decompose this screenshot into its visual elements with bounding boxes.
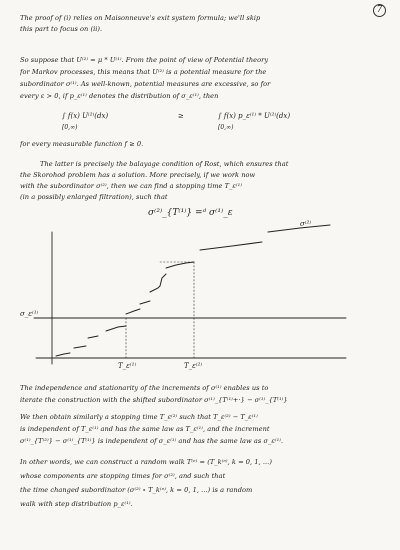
paragraph-2-line-4: every ε > 0, if p_ε⁽¹⁾ denotes the distribution of σ_ε⁽¹⁾, then — [20, 92, 219, 100]
y-axis-label: σ_ε⁽¹⁾ — [20, 310, 39, 318]
paragraph-4-line-1: The independence and stationarity of the increments of σ⁽¹⁾ enables us to — [20, 384, 269, 392]
paragraph-4-line-4: is independent of T_ε⁽¹⁾ and has the same law as T_ε⁽¹⁾, and the increment — [20, 425, 270, 433]
formula-domain-right: [0,∞) — [218, 124, 234, 131]
page-number: 7 — [373, 4, 386, 17]
formula-relation: ≥ — [178, 112, 184, 120]
x-axis-label-2: T_ε⁽²⁾ — [184, 362, 203, 370]
paragraph-2-line-2: for Markov processes, this means that U⁽²⁾ is a potential measure for the — [20, 68, 267, 76]
after-formula-line: for every measurable function f ≥ 0. — [20, 140, 144, 148]
paragraph-3-line-3: with the subordinator σ⁽²⁾, then we can find a stopping time T_ε⁽¹⁾ — [20, 182, 243, 190]
paragraph-3-line-2: the Skorohod problem has a solution. More precisely, if we work now — [20, 171, 256, 179]
paragraph-4-line-5: σ⁽¹⁾_{T⁽²⁾} − σ⁽¹⁾_{T⁽¹⁾} is independent of σ_ε⁽¹⁾ and has the same law as σ_ε⁽¹⁾. — [20, 437, 284, 445]
paragraph-1-line-1: The proof of (i) relies on Maisonneuve's exit system formula; we'll skip — [20, 14, 261, 22]
paragraph-1-line-2: this part to focus on (ii). — [20, 25, 103, 33]
subordinator-path — [56, 225, 330, 356]
paragraph-2-line-3: subordinator σ⁽¹⁾. As well-known, potential measures are excessive, so for — [20, 80, 271, 88]
paragraph-4-line-2: iterate the construction with the shifted subordinator σ⁽¹⁾_{T⁽¹⁾+·} − σ⁽¹⁾_{T⁽¹⁾} — [20, 396, 288, 404]
formula-rhs: ∫ f(x) p_ε⁽¹⁾ * U⁽²⁾(dx) — [218, 112, 291, 120]
paragraph-2-line-1: So suppose that U⁽²⁾ = μ * U⁽¹⁾. From the point of view of Potential theory — [20, 56, 269, 64]
paragraph-3-line-1: The latter is precisely the balayage condition of Rost, which ensures that — [40, 160, 289, 168]
paragraph-4-line-3: We then obtain similarly a stopping time T_ε⁽²⁾ such that T_ε⁽²⁾ − T_ε⁽¹⁾ — [20, 413, 258, 421]
paragraph-4-line-6: In other words, we can construct a random walk T⁽ᵉ⁾ = (T_k⁽ᵉ⁾, k = 0, 1, ...) — [20, 458, 272, 466]
paragraph-3-line-4: (in a possibly enlarged filtration), such that — [20, 193, 168, 201]
curve-label: σ⁽²⁾ — [300, 220, 312, 228]
paragraph-4-line-7: whose components are stopping times for σ⁽²⁾, and such that — [20, 472, 226, 480]
formula-domain-left: [0,∞) — [62, 124, 78, 131]
paragraph-4-line-9: walk with step distribution p_ε⁽¹⁾. — [20, 500, 133, 508]
formula-lhs: ∫ f(x) U⁽²⁾(dx) — [62, 112, 109, 120]
x-axis-label-1: T_ε⁽¹⁾ — [118, 362, 137, 370]
paragraph-4-line-8: the time changed subordinator (σ⁽²⁾ ∘ T_k⁽ᵉ⁾, k = 0, 1, ...) is a random — [20, 486, 253, 494]
figure-equation: σ⁽²⁾_{T⁽¹⁾} =ᵈ σ⁽¹⁾_ε — [148, 208, 233, 218]
